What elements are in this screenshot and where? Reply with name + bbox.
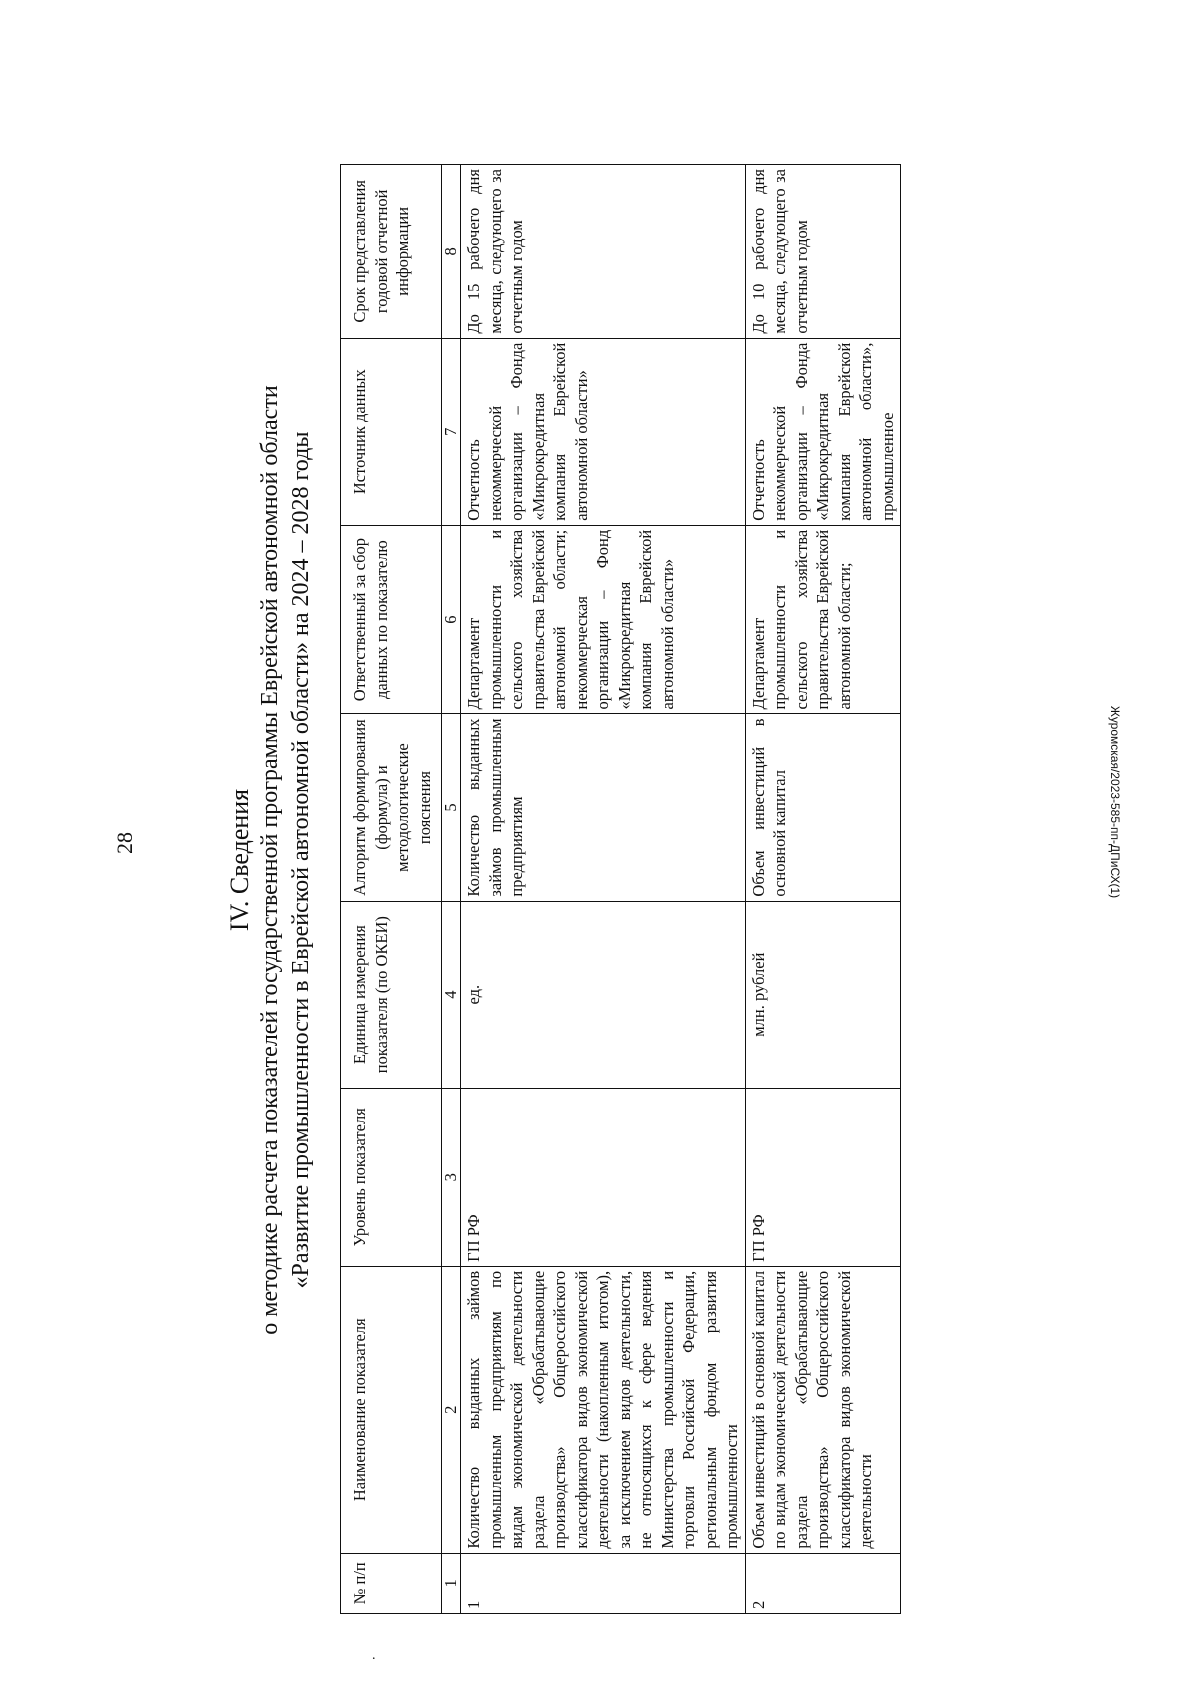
row-unit: ед. <box>461 901 746 1088</box>
row-num: 2 <box>745 1553 901 1613</box>
column-number: 7 <box>442 338 461 525</box>
row-level: ГП РФ <box>745 1088 901 1266</box>
column-number: 2 <box>442 1266 461 1553</box>
row-indicator-name: Количество выданных займов промышленным предприятиям по видам экономической деятельности раздела «Обрабатывающие производства» Общероссийского классификатора видов экономической деятельности (накопленным итогом), за исключением видов деятельности, не относящихся к сфере ведения Министерства промышленности и торговли Российской Федерации, региональным фондом развития промышленности <box>461 1266 746 1553</box>
row-level: ГП РФ <box>461 1088 746 1266</box>
section-subtitle-line2: «Развитие промышленности в Еврейской автономной области» на 2024 – 2028 годы <box>288 431 314 1289</box>
rotated-page-content <box>168 80 1056 1640</box>
row-unit: млн. рублей <box>745 901 901 1088</box>
section-heading <box>224 80 317 1640</box>
row-num: 1 <box>461 1553 746 1613</box>
row-algorithm: Количество выданных займов промышленным предприятиям <box>461 714 746 901</box>
table-header-row <box>341 165 442 1614</box>
column-number-row <box>442 165 461 1614</box>
row-algorithm: Объем инвестиций в основной капитал <box>745 714 901 901</box>
scan-speck: . <box>372 1648 376 1663</box>
header-num: № п/п <box>341 1553 442 1613</box>
column-number: 3 <box>442 1088 461 1266</box>
header-name: Наименование показателя <box>341 1266 442 1553</box>
section-title: IV. Сведения <box>225 788 254 932</box>
column-number: 5 <box>442 714 461 901</box>
row-source: Отчетность некоммерческой организации – Фонда «Микрокредитная компания Еврейской автономной области» <box>461 338 746 525</box>
methodology-table <box>340 164 901 1614</box>
row-indicator-name: Объем инвестиций в основной капитал по видам экономической деятельности раздела «Обрабатывающие производства» Общероссийского классификатора видов экономической деятельности <box>745 1266 901 1553</box>
column-number: 1 <box>442 1553 461 1613</box>
page-number: 28 <box>112 832 137 854</box>
document-code: Журомская/2023-585-пп-ДПиСХ(1) <box>1108 705 1122 899</box>
header-level: Уровень показателя <box>341 1088 442 1266</box>
column-number: 4 <box>442 901 461 1088</box>
table-row <box>461 165 746 1614</box>
row-source: Отчетность некоммерческой организации – Фонда «Микрокредитная компания Еврейской автономной области», промышленное <box>745 338 901 525</box>
header-algorithm: Алгоритм формирования (формула) и методологические пояснения <box>341 714 442 901</box>
row-responsible: Департамент промышленности и сельского хозяйства правительства Еврейской автономной области; некоммерческая организации – Фонд «Микрокредитная компания Еврейской автономной области» <box>461 525 746 714</box>
header-unit: Единица измерения показателя (по ОКЕИ) <box>341 901 442 1088</box>
table-row <box>745 165 901 1614</box>
header-deadline: Срок представления годовой отчетной информации <box>341 165 442 339</box>
row-responsible: Департамент промышленности и сельского хозяйства правительства Еврейской автономной области; <box>745 525 901 714</box>
column-number: 8 <box>442 165 461 339</box>
section-subtitle-line1: о методике расчета показателей государственной программы Еврейской автономной области <box>257 385 283 1335</box>
row-deadline: До 15 рабочего дня месяца, следующего за отчетным годом <box>461 165 746 339</box>
header-source: Источник данных <box>341 338 442 525</box>
row-deadline: До 10 рабочего дня месяца, следующего за отчетным годом <box>745 165 901 339</box>
header-responsible: Ответственный за сбор данных по показателю <box>341 525 442 714</box>
column-number: 6 <box>442 525 461 714</box>
